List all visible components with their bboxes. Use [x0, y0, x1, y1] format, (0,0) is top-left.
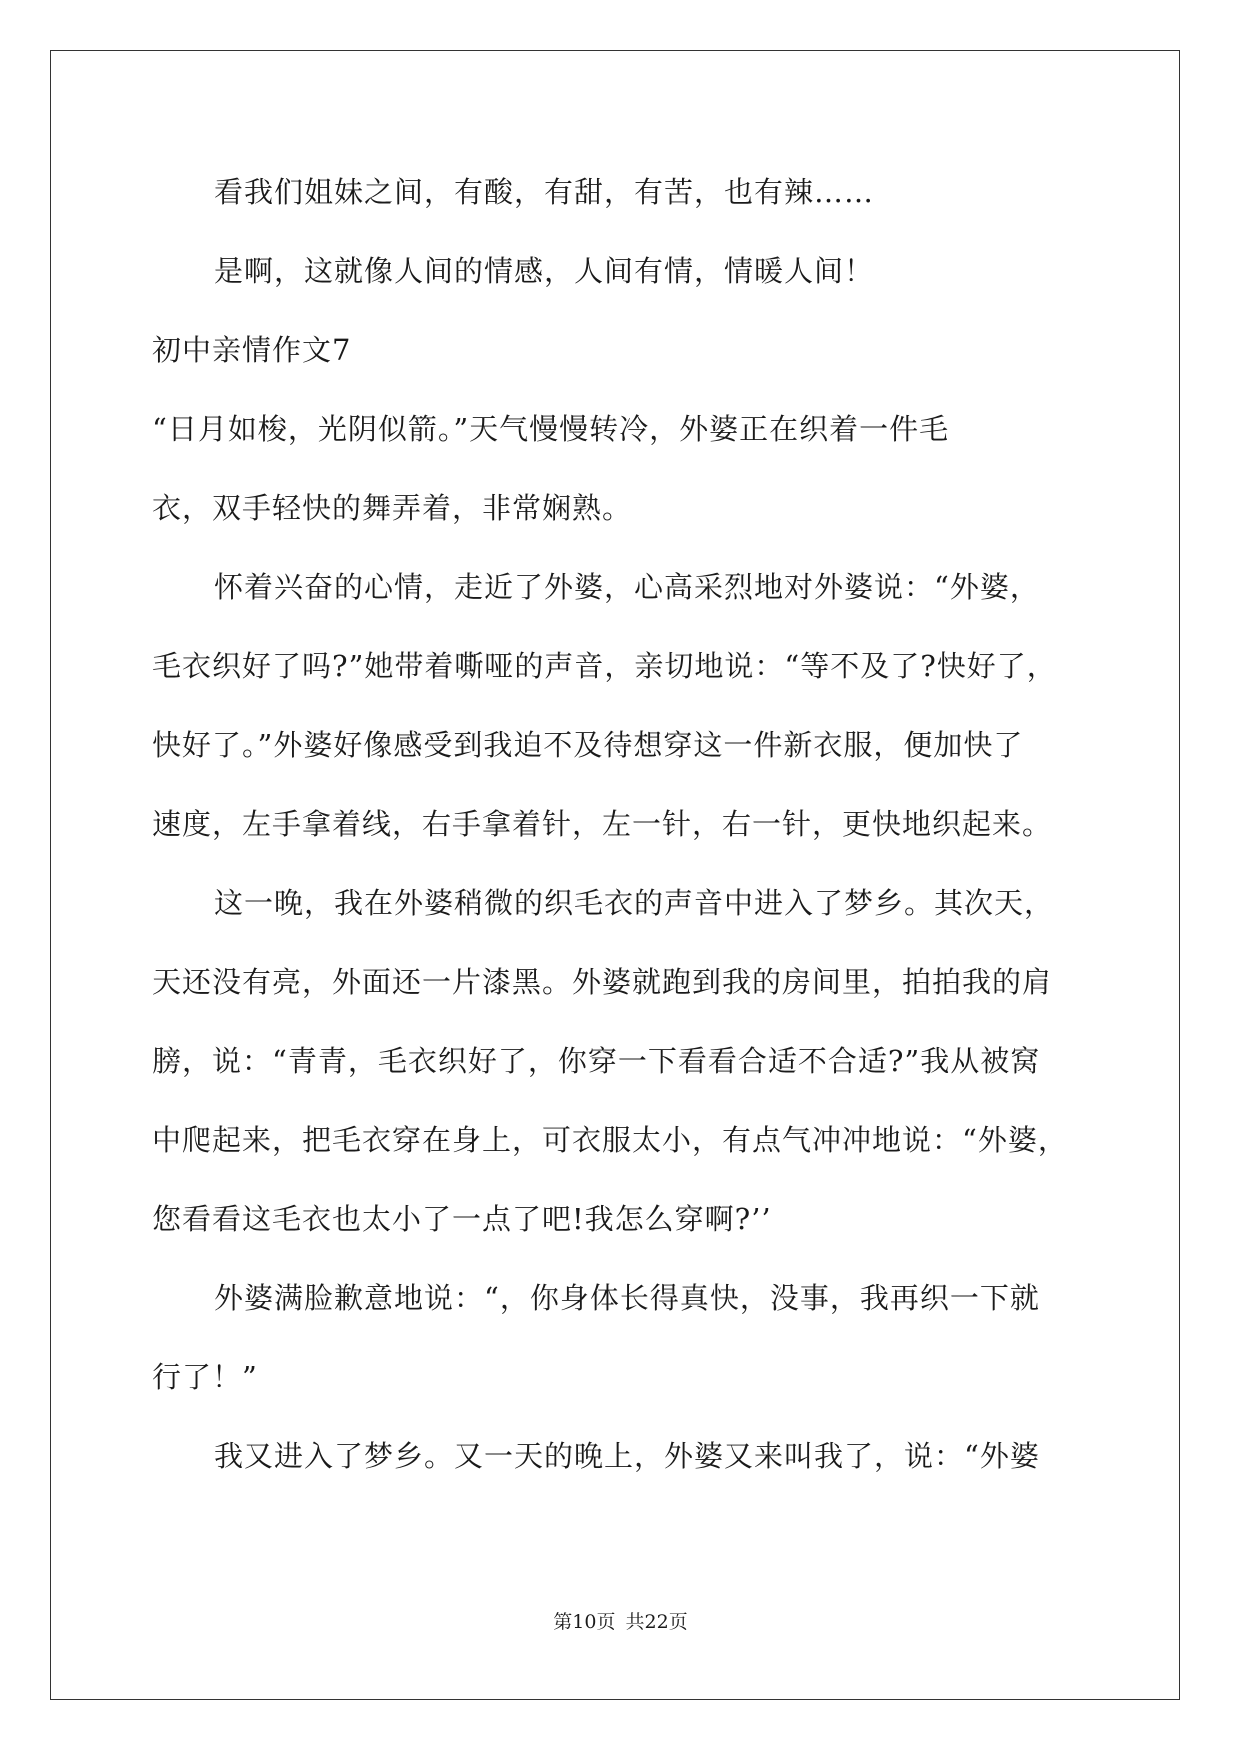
paragraph-line: 看我们姐妹之间，有酸，有甜，有苦，也有辣…… — [214, 175, 875, 209]
paragraph-line: 毛衣织好了吗?”她带着嘶哑的声音，亲切地说：“等不及了?快好了， — [152, 649, 1057, 683]
paragraph-line: 我又进入了梦乡。又一天的晚上，外婆又来叫我了，说：“外婆 — [214, 1439, 1040, 1473]
paragraph-line: 外婆满脸歉意地说：“，你身体长得真快，没事，我再织一下就 — [214, 1281, 1040, 1315]
paragraph-line: 速度，左手拿着线，右手拿着针，左一针，右一针，更快地织起来。 — [152, 807, 1053, 841]
section-heading: 初中亲情作文7 — [152, 333, 352, 367]
page-total: 共22页 — [625, 1611, 688, 1633]
paragraph-line: 中爬起来，把毛衣穿在身上，可衣服太小，有点气冲冲地说：“外婆， — [152, 1123, 1068, 1157]
paragraph-line: 是啊，这就像人间的情感，人间有情，情暖人间！ — [214, 254, 875, 288]
paragraph-line: 天还没有亮，外面还一片漆黑。外婆就跑到我的房间里，拍拍我的肩 — [152, 965, 1053, 999]
paragraph-line: 您看看这毛衣也太小了一点了吧!我怎么穿啊?’’ — [152, 1202, 772, 1236]
page-number: 第10页 — [553, 1611, 616, 1633]
page-footer — [0, 1610, 1241, 1634]
paragraph-line: 快好了。”外婆好像感受到我迫不及待想穿这一件新衣服，便加快了 — [152, 728, 1024, 762]
paragraph-line: “日月如梭，光阴似箭。”天气慢慢转冷，外婆正在织着一件毛 — [152, 412, 950, 446]
paragraph-line: 怀着兴奋的心情，走近了外婆，心高采烈地对外婆说：“外婆， — [214, 570, 1040, 604]
paragraph-line: 这一晚，我在外婆稍微的织毛衣的声音中进入了梦乡。其次天， — [214, 886, 1055, 920]
paragraph-line: 膀，说：“青青，毛衣织好了，你穿一下看看合适不合适?”我从被窝 — [152, 1044, 1041, 1078]
paragraph-line: 衣，双手轻快的舞弄着，非常娴熟。 — [152, 491, 633, 525]
paragraph-line: 行了！” — [152, 1360, 258, 1394]
